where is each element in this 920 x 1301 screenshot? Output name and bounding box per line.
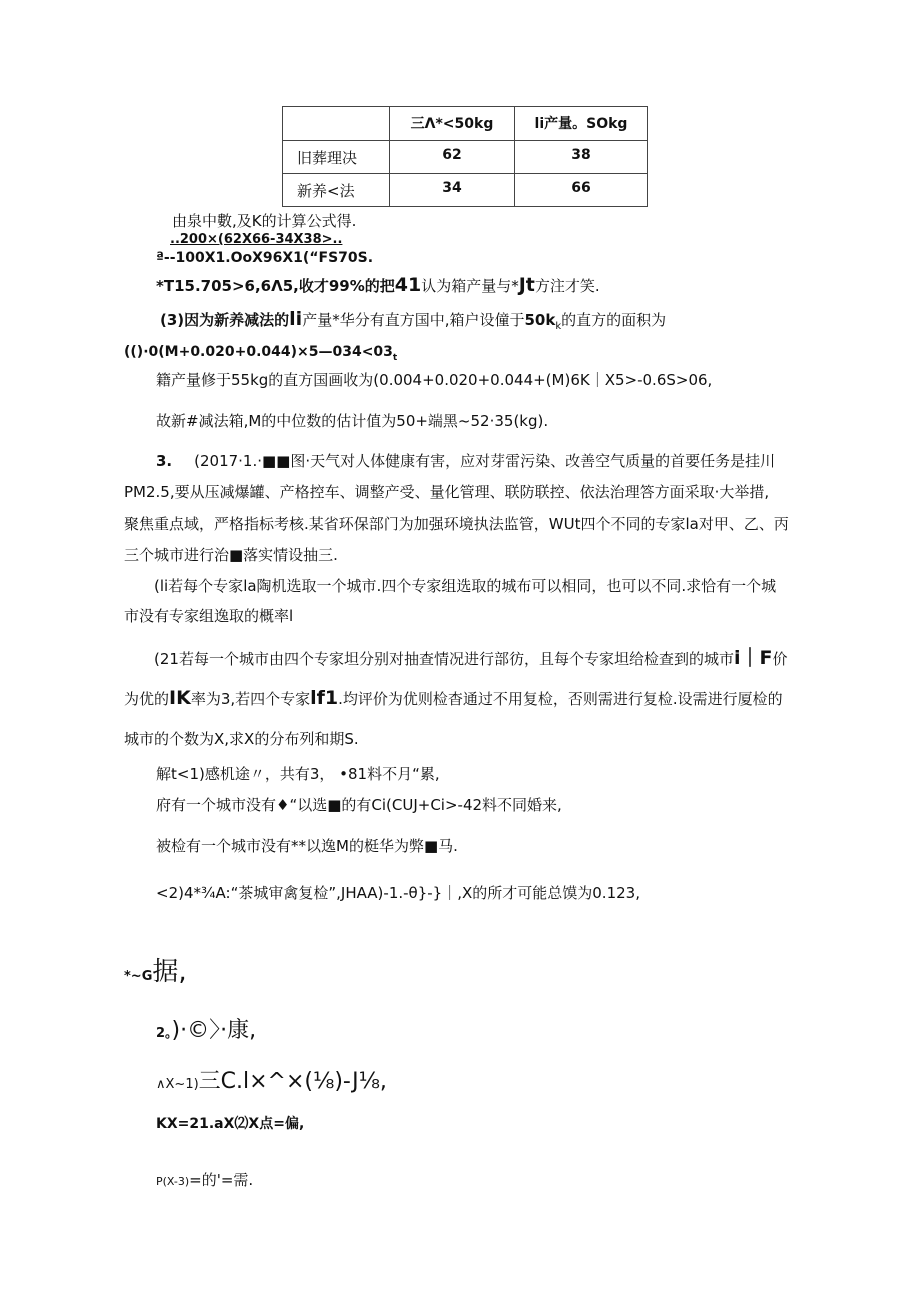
text-span: i｜F bbox=[733, 647, 773, 669]
text-span: 50k bbox=[524, 311, 556, 329]
text-span: 为优的 bbox=[124, 690, 170, 708]
question-line: (li若每个专家la陶机选取一个城市.四个专家组选取的城布可以相同，也可以不同.求恰有一个城 bbox=[154, 577, 777, 595]
table-header-cell: li产量。SOkg bbox=[515, 107, 648, 141]
question-line: 城市的个数为X,求X的分布列和期S. bbox=[124, 730, 359, 748]
formula-line bbox=[124, 342, 397, 368]
text-span: 方注才笑. bbox=[534, 277, 600, 295]
formula-line bbox=[156, 1064, 387, 1095]
text-span: (21若每一个城市由四个专家坦分别对抽查情况进行部彷，且每个专家坦给检查到的城市 bbox=[154, 650, 734, 668]
text-line bbox=[160, 309, 666, 337]
text-line: 由泉中數,及K的计算公式得. bbox=[172, 212, 357, 230]
text-span: (()·0(M+0.020+0.044)×5—034<03 bbox=[124, 344, 393, 360]
text-line bbox=[156, 275, 600, 296]
text-span: IK bbox=[169, 687, 191, 709]
text-span: 价 bbox=[772, 650, 788, 668]
solution-line bbox=[124, 951, 187, 988]
question-line: PM2.5,要从压减爆罐、产格控车、调整产受、量化管理、联防联控、依法治理答方面采取·大举措, bbox=[124, 483, 770, 501]
formula-line bbox=[156, 1170, 253, 1192]
text-span: 三C.l×^×(⅛)-J⅛, bbox=[198, 1069, 387, 1094]
table-cell: 34 bbox=[390, 174, 515, 207]
text-span: *~G bbox=[124, 969, 153, 984]
text-span: 2。 bbox=[156, 1026, 172, 1041]
question-line bbox=[124, 688, 783, 709]
table-cell: 38 bbox=[515, 141, 648, 174]
text-span: =的'=需. bbox=[189, 1171, 254, 1189]
solution-line: 解t<1)感机途〃，共有3， •81料不月“累, bbox=[156, 765, 440, 783]
table-cell: 66 bbox=[515, 174, 648, 207]
question-number: 3. bbox=[156, 452, 173, 470]
question-line: 三个城市进行治■落实情设抽三. bbox=[124, 546, 338, 564]
table-cell: 62 bbox=[390, 141, 515, 174]
text-span: k bbox=[555, 321, 562, 332]
formula-line: KX=21.aX⑵X点=偏, bbox=[156, 1116, 305, 1132]
question-line: 市没有专家组逸取的概率l bbox=[124, 607, 294, 625]
text-line: 故新#减法箱,M的中位数的估计值为50+端黑~52·35(kg). bbox=[156, 412, 549, 430]
text-span: *T15.705>6,6Λ5,收才99%的把 bbox=[156, 277, 395, 295]
solution-line: 府有一个城市没有♦“以选■的有Ci(CUJ+Ci>-42料不同婚来, bbox=[156, 796, 562, 814]
text-span: )·©〉·康, bbox=[171, 1018, 257, 1043]
text-span: .均评价为优则检杳通过不用复检，否则需进行复检.设需进行厦检的 bbox=[338, 690, 783, 708]
text-span: lf1 bbox=[310, 687, 339, 709]
solution-line bbox=[156, 1013, 256, 1044]
text-span: ∧X~1) bbox=[156, 1077, 199, 1092]
text-span: 41 bbox=[394, 274, 422, 296]
text-span: 认为箱产量与* bbox=[421, 277, 519, 295]
data-table bbox=[282, 106, 648, 207]
question-line bbox=[154, 648, 787, 669]
text-span: Jt bbox=[518, 274, 535, 296]
text-span: 据, bbox=[152, 957, 187, 987]
text-span: 产量*华分有直方国中,箱户设僮于 bbox=[302, 311, 525, 329]
text-span: li bbox=[289, 308, 303, 330]
text-line: 籍产量修于55kg的直方国画收为(0.004+0.020+0.044+(M)6K｜X5>-0.6S>06, bbox=[156, 371, 713, 389]
formula-line: ..200×(62X66-34X38>.. bbox=[170, 232, 343, 247]
text-span: t bbox=[392, 352, 398, 363]
table-row-label: 旧葬理决 bbox=[283, 141, 390, 174]
table-corner-cell bbox=[283, 107, 390, 141]
text-span: 的直方的面积为 bbox=[561, 311, 667, 329]
formula-line: ª--100X1.OoX96X1(“FS70S. bbox=[156, 250, 374, 266]
table-header-cell: 三Λ*<50kg bbox=[390, 107, 515, 141]
text-span: P(X-3) bbox=[156, 1175, 190, 1188]
text-span: (3)因为新养减法的 bbox=[160, 311, 290, 329]
text-span: 率为3,若四个专家 bbox=[190, 690, 311, 708]
table-row-label: 新养<法 bbox=[283, 174, 390, 207]
text-span: (2017·1.·■■图·天气对人体健康有害，应对芽雷污染、改善空气质量的首要任务是挂川 bbox=[194, 452, 776, 470]
question-line: 聚焦重点域，严格指标考核.某省环保部门为加强环境执法监管，WUt四个不同的专家la对甲、乙、丙 bbox=[124, 515, 789, 533]
question-line bbox=[156, 451, 775, 471]
solution-line: 被检有一个城市没有**以逸M的梃华为弊■马. bbox=[156, 837, 458, 855]
solution-line: <2)4*¾A:“茶城审禽复检”,JHAA)-1.-θ}-}｜,X的所才可能总馍为0.123, bbox=[156, 884, 640, 902]
